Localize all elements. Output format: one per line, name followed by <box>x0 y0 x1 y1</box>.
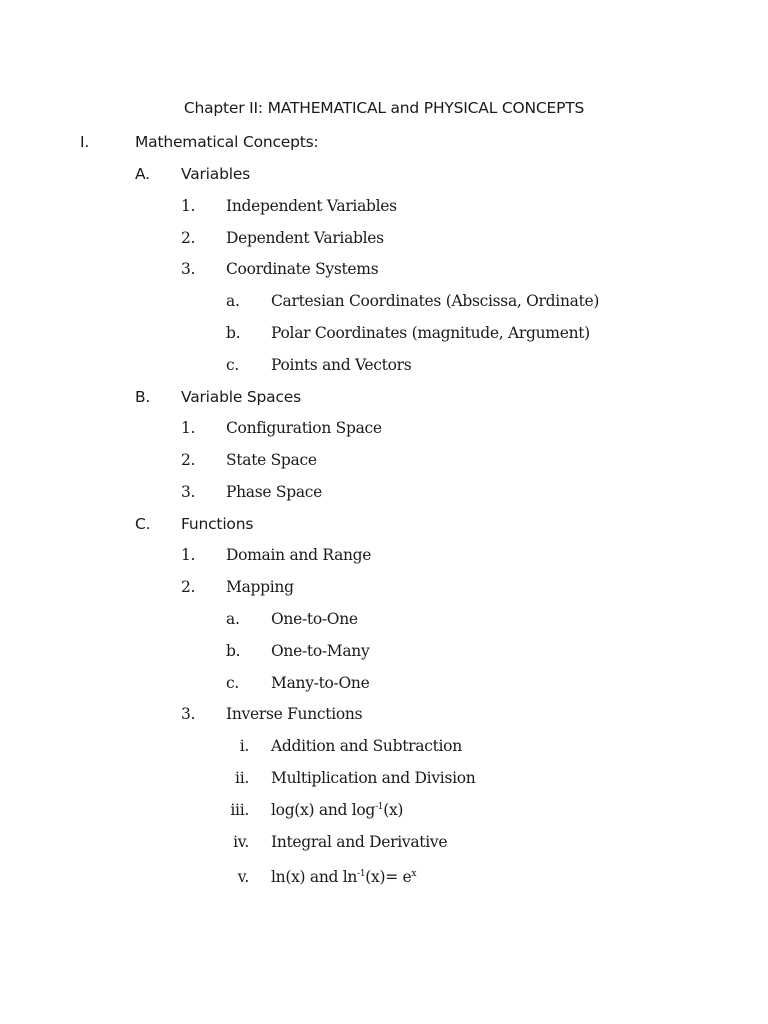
label-part: log(x) and log <box>271 801 376 819</box>
outline-marker: 3. <box>181 483 196 501</box>
outline-marker: b. <box>226 642 241 660</box>
outline-label <box>271 865 416 889</box>
superscript: x <box>411 868 417 879</box>
outline-marker: A. <box>135 165 150 183</box>
outline-label: Domain and Range <box>226 546 372 564</box>
outline-subitem <box>0 766 768 790</box>
outline-marker: 3. <box>181 705 196 723</box>
outline-item <box>0 702 768 726</box>
outline-marker: i. <box>239 737 249 755</box>
outline-item <box>0 480 768 504</box>
outline-subitem <box>0 671 768 695</box>
outline-marker: ii. <box>235 769 249 787</box>
outline-item <box>0 448 768 472</box>
outline-marker: C. <box>135 515 151 533</box>
outline-subitem <box>0 353 768 377</box>
outline-subitem <box>0 734 768 758</box>
outline-label: Coordinate Systems <box>226 260 379 278</box>
chapter-title: Chapter II: MATHEMATICAL and PHYSICAL CONCEPTS <box>183 99 585 117</box>
outline-item <box>0 543 768 567</box>
outline-marker: I. <box>80 133 90 151</box>
outline-heading: Functions <box>181 515 254 533</box>
label-part: (x) <box>383 801 404 819</box>
outline-label: Independent Variables <box>226 197 397 215</box>
outline-item <box>0 226 768 250</box>
outline-section-i <box>0 130 768 154</box>
outline-marker: B. <box>135 388 151 406</box>
outline-marker: b. <box>226 324 241 342</box>
outline-label: Multiplication and Division <box>271 769 476 787</box>
outline-label: Points and Vectors <box>271 356 412 374</box>
label-part: (x)= e <box>365 868 412 886</box>
outline-marker: a. <box>226 292 240 310</box>
outline-item-c <box>0 512 768 536</box>
outline-label: Configuration Space <box>226 419 382 437</box>
outline-marker: 1. <box>181 546 196 564</box>
outline-label: Inverse Functions <box>226 705 363 723</box>
outline-subitem <box>0 289 768 313</box>
outline-heading: Mathematical Concepts: <box>135 133 319 151</box>
label-part: ln(x) and ln <box>271 868 358 886</box>
outline-marker: 2. <box>181 578 196 596</box>
outline-marker: c. <box>226 356 240 374</box>
outline-item <box>0 194 768 218</box>
outline-subitem <box>0 607 768 631</box>
outline-subitem <box>0 830 768 854</box>
outline-label: Cartesian Coordinates (Abscissa, Ordinate) <box>271 292 600 310</box>
outline-label: State Space <box>226 451 317 469</box>
outline-subitem <box>0 321 768 345</box>
outline-label: One-to-Many <box>271 642 370 660</box>
outline-marker: 1. <box>181 197 196 215</box>
outline-item-b <box>0 385 768 409</box>
outline-marker: a. <box>226 610 240 628</box>
outline-heading: Variables <box>181 165 251 183</box>
outline-subitem <box>0 798 768 822</box>
superscript: -1 <box>375 801 384 812</box>
outline-item <box>0 416 768 440</box>
outline-item <box>0 257 768 281</box>
outline-label: Polar Coordinates (magnitude, Argument) <box>271 324 590 342</box>
outline-label: Phase Space <box>226 483 323 501</box>
outline-label: Integral and Derivative <box>271 833 448 851</box>
outline-label: Addition and Subtraction <box>271 737 462 755</box>
outline-subitem <box>0 865 768 889</box>
outline-label: Mapping <box>226 578 294 596</box>
outline-item-a <box>0 162 768 186</box>
outline-marker: c. <box>226 674 240 692</box>
outline-label: One-to-One <box>271 610 358 628</box>
superscript: -1 <box>357 868 366 879</box>
outline-subitem <box>0 639 768 663</box>
outline-label: Dependent Variables <box>226 229 384 247</box>
outline-heading: Variable Spaces <box>181 388 301 406</box>
outline-marker: v. <box>237 868 249 886</box>
outline-marker: iii. <box>230 801 249 819</box>
outline-label <box>271 798 403 822</box>
outline-marker: 2. <box>181 451 196 469</box>
outline-marker: iv. <box>233 833 249 851</box>
outline-item <box>0 575 768 599</box>
outline-marker: 2. <box>181 229 196 247</box>
outline-marker: 1. <box>181 419 196 437</box>
outline-marker: 3. <box>181 260 196 278</box>
outline-label: Many-to-One <box>271 674 370 692</box>
